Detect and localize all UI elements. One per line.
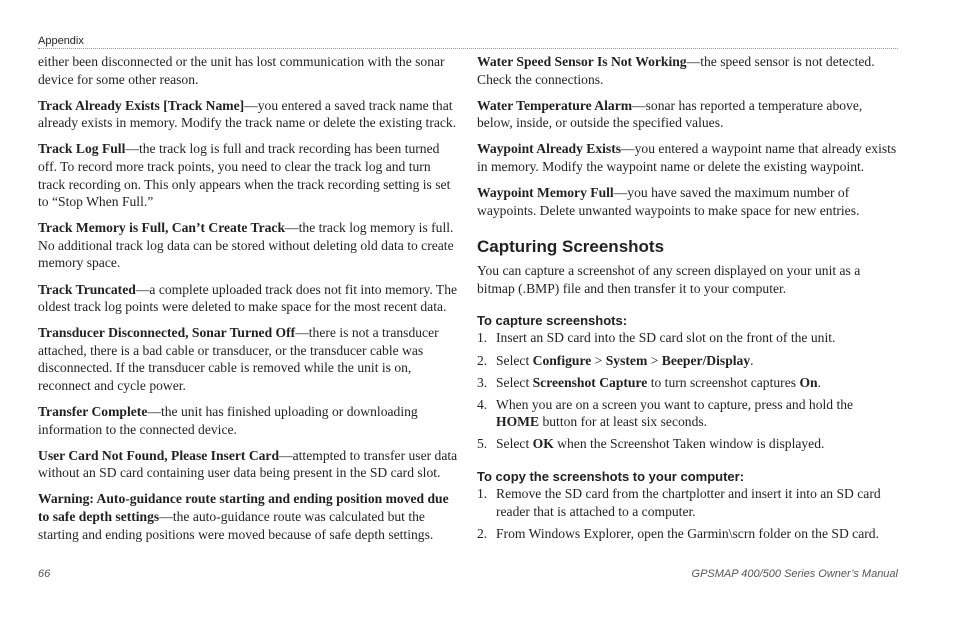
right-column [477, 53, 897, 547]
step-number: 1. [477, 486, 488, 501]
message-description: —the auto-guidance route was calculated but the starting and ending positions were moved because of safe depth settings. [38, 509, 434, 542]
message-term: Transducer Disconnected, Sonar Turned Off [38, 325, 296, 341]
step-text: Insert an SD card into the SD card slot on the front of the unit. [496, 330, 836, 346]
message-description: —attempted to transfer user data without an SD card containing user data being present in the SD card slot. [38, 447, 458, 481]
menu-separator: > [591, 352, 606, 368]
message-entry [477, 97, 897, 132]
message-entry [38, 140, 458, 210]
message-term: Transfer Complete [38, 404, 148, 420]
message-entry [38, 324, 458, 394]
manual-title: GPSMAP 400/500 Series Owner’s Manual [691, 568, 898, 580]
copy-steps-list [477, 485, 897, 542]
message-term: Track Memory is Full, Can’t Create Track [38, 220, 286, 236]
message-entry [477, 53, 897, 88]
step-number: 2. [477, 525, 488, 541]
step-text: Select [496, 436, 533, 452]
step-text: Select [496, 374, 533, 390]
list-item [477, 352, 897, 370]
message-entry [38, 490, 458, 543]
key-name: OK [532, 436, 554, 452]
list-item [477, 485, 897, 520]
setting-name: Screenshot Capture [532, 374, 648, 390]
step-text: to turn screenshot captures [647, 374, 800, 390]
list-item [477, 525, 897, 543]
copy-procedure-heading: To copy the screenshots to your computer: [477, 469, 745, 484]
message-term: Track Log Full [38, 141, 126, 157]
message-description: —there is not a transducer attached, there is a bad cable or transducer, or the transducer cable was disconnected. If the transducer cable is removed while the unit is on, reconnect and cycle power. [38, 325, 439, 393]
step-text: When you are on a screen you want to capture, press and hold the [496, 396, 854, 412]
step-text: From Windows Explorer, open the Garmin\scrn folder on the SD card. [496, 525, 879, 541]
capture-procedure-heading: To capture screenshots: [477, 313, 628, 329]
step-text: button for at least six seconds. [539, 414, 708, 430]
capture-steps-list [477, 329, 897, 453]
message-description: —you entered a saved track name that already exists in memory. Modify the track name or delete the existing track. [38, 97, 457, 131]
message-term: Water Temperature Alarm [477, 97, 633, 113]
list-item [477, 374, 897, 392]
step-text: Remove the SD card from the chartplotter and insert it into an SD card reader that is attached to a computer. [496, 486, 881, 519]
step-number: 4. [477, 396, 488, 412]
message-description: —the unit has finished uploading or downloading information to the connected device. [38, 404, 418, 437]
message-description: —the track log is full and track recording has been turned off. To record more track points, you need to clear the track log and turn track recording on. This only appears when the track recording setting is set to “Stop When Full.” [38, 141, 451, 210]
message-description: —the track log memory is full. No additional track log data can be stored without deleting old data to create memory space. [38, 220, 454, 271]
left-column [38, 53, 458, 552]
message-term: Waypoint Memory Full [477, 185, 614, 201]
menu-path-configure: Configure [532, 352, 592, 368]
list-item [477, 329, 897, 347]
menu-separator: > [647, 352, 662, 368]
section-label: Appendix [38, 35, 84, 47]
continued-paragraph: either been disconnected or the unit has lost communication with the sonar device for some other reason. [38, 54, 445, 87]
section-intro: You can capture a screenshot of any screen displayed on your unit as a bitmap (.BMP) file and then transfer it to your computer. [477, 263, 861, 296]
section-title: Capturing Screenshots [477, 237, 665, 257]
header-divider [38, 48, 898, 49]
setting-value: On [799, 374, 818, 390]
step-text: . [750, 352, 754, 368]
message-entry [477, 140, 897, 175]
message-term: Track Already Exists [Track Name] [38, 97, 245, 113]
list-item [477, 435, 897, 453]
message-entry [38, 97, 458, 132]
message-description: —you have saved the maximum number of waypoints. Delete unwanted waypoints to make space for new entries. [477, 185, 860, 218]
message-term: Track Truncated [38, 281, 136, 297]
message-entry [477, 184, 897, 219]
step-number: 2. [477, 352, 488, 368]
key-name: HOME [496, 414, 540, 430]
step-text: . [817, 374, 821, 390]
message-entry [38, 403, 458, 438]
menu-path-system: System [605, 352, 648, 368]
message-entry [38, 281, 458, 316]
message-entry [38, 447, 458, 482]
message-term: Waypoint Already Exists [477, 141, 622, 157]
page-number: 66 [38, 568, 51, 580]
step-text: Select [496, 352, 533, 368]
message-description: —you entered a waypoint name that already exists in memory. Modify the waypoint name or delete the existing waypoint. [477, 141, 897, 174]
menu-path-beeper-display: Beeper/Display [661, 352, 751, 368]
message-entry [38, 219, 458, 272]
message-term: User Card Not Found, Please Insert Card [38, 447, 280, 463]
list-item [477, 396, 897, 431]
step-number: 3. [477, 374, 488, 390]
message-description: —the speed sensor is not detected. Check the connections. [477, 54, 875, 87]
step-number: 5. [477, 436, 488, 452]
message-term: Water Speed Sensor Is Not Working [477, 54, 687, 69]
step-text: when the Screenshot Taken window is displayed. [553, 436, 825, 452]
message-term: Warning: Auto-guidance route starting and ending position moved due to safe depth settings [38, 491, 449, 525]
message-description: —sonar has reported a temperature above, below, inside, or outside the specified values. [477, 97, 863, 131]
message-description: —a complete uploaded track does not fit into memory. The oldest track log points were deleted to make space for the most recent data. [38, 281, 458, 315]
step-number: 1. [477, 330, 488, 346]
